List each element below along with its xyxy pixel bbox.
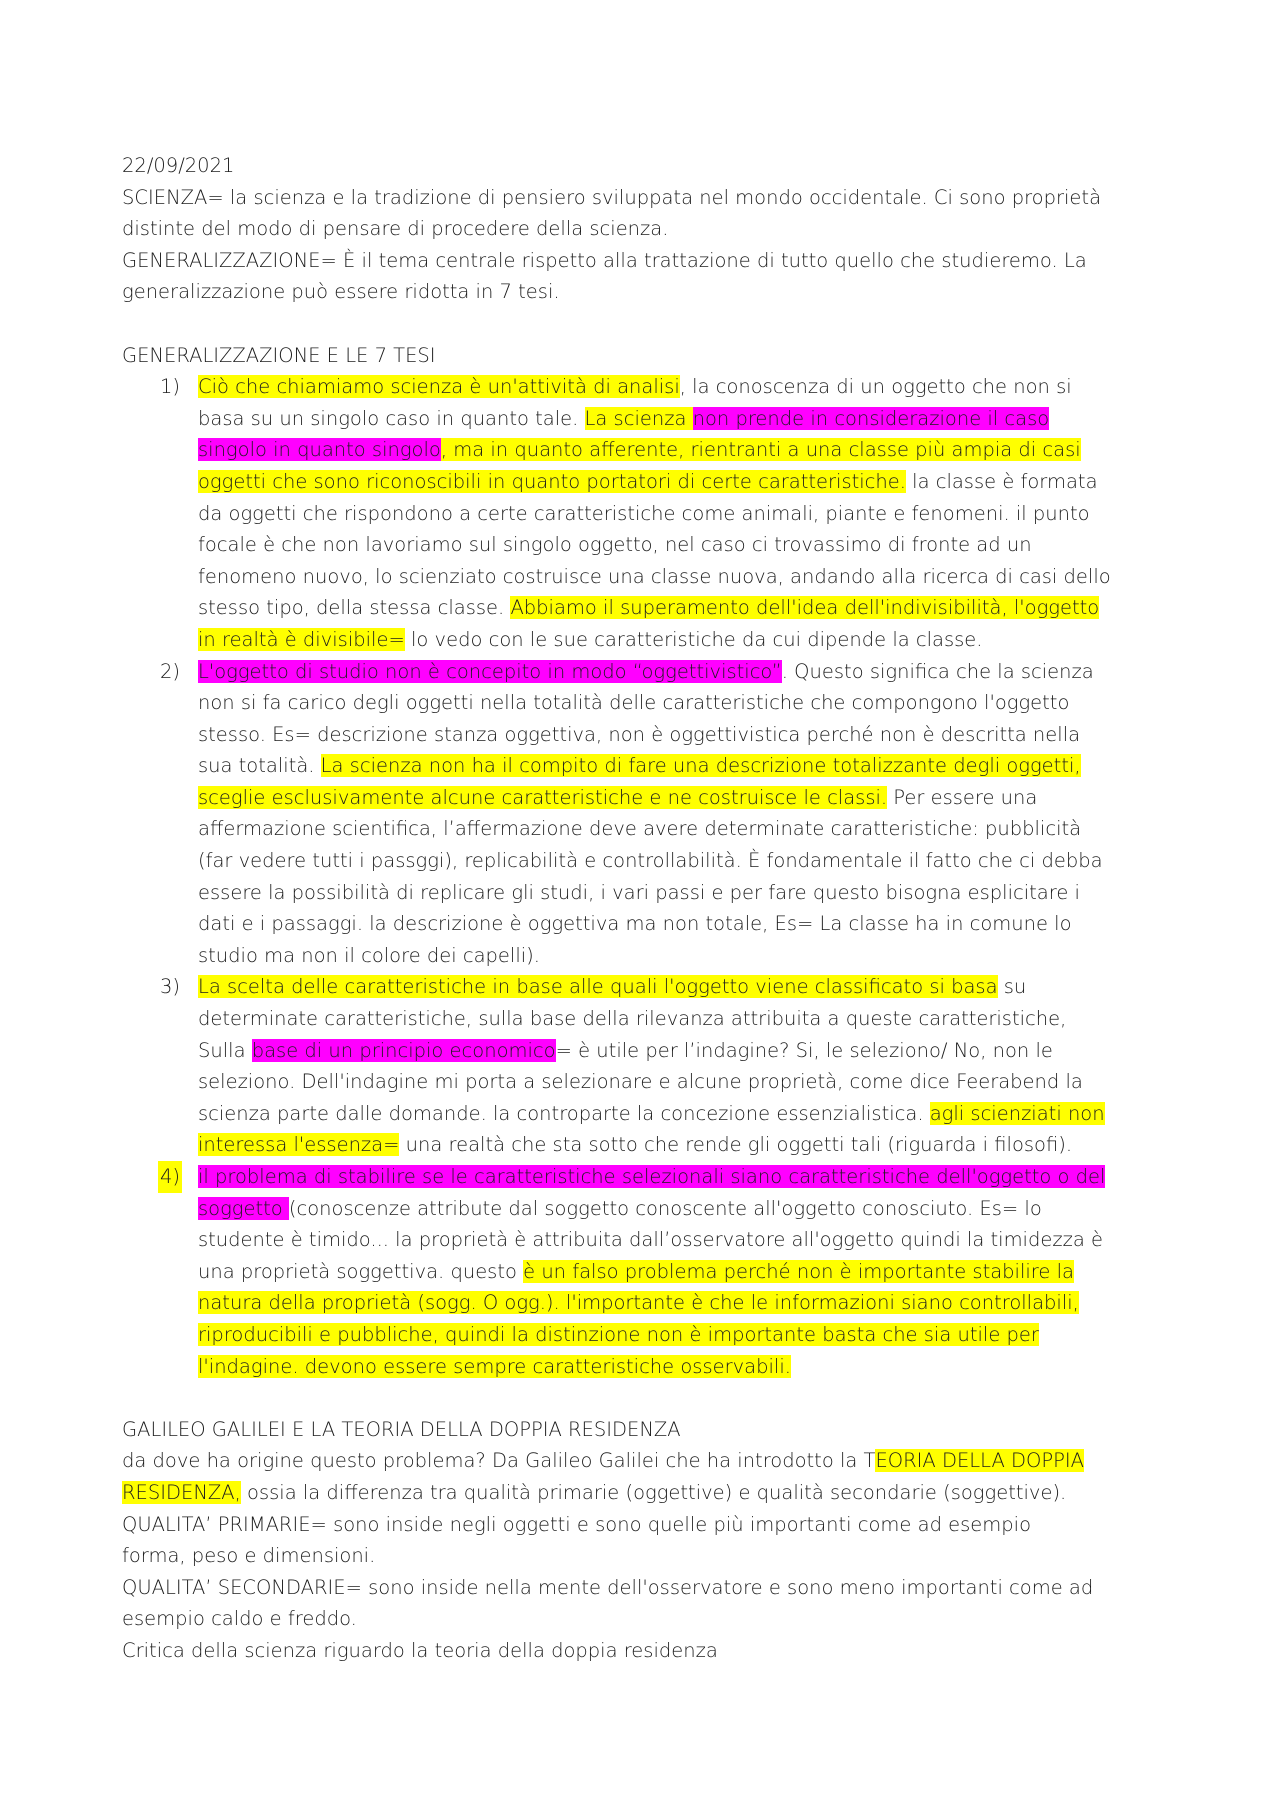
text-line — [122, 1445, 1177, 1477]
tesi-number: 1) — [160, 375, 181, 399]
text-span: . Questo significa che la scienza — [781, 659, 1094, 683]
highlight-yellow: Abbiamo il superamento dell'idea dell'indivisibilità, l'oggetto — [510, 596, 1100, 620]
text-span: una proprietà soggettiva. questo — [198, 1259, 524, 1283]
spacer — [122, 1382, 1177, 1414]
text-span: ossia la differenza tra qualità primarie (oggettive) e qualità secondarie (soggettive). — [240, 1480, 1067, 1504]
highlight-yellow: sceglie esclusivamente alcune caratteristiche e ne costruisce le classi. — [198, 785, 888, 809]
scienza-definition-line-1: SCIENZA= la scienza e la tradizione di pensiero sviluppata nel mondo occidentale. Ci sono proprietà — [122, 185, 1102, 209]
text-line — [198, 1256, 1177, 1288]
text-line: studente è timido... la proprietà è attribuita dall’osservatore all'oggetto quindi la timidezza è — [198, 1228, 1103, 1252]
text-line: non si fa carico degli oggetti nella totalità delle caratteristiche che compongono l'oggetto — [198, 691, 1070, 715]
text-line: stesso. Es= descrizione stanza oggettiva, non è oggettivistica perché non è descritta nella — [198, 722, 1081, 746]
text-span: sua totalità. — [198, 754, 321, 778]
generalizzazione-definition-line-1: GENERALIZZAZIONE= È il tema centrale rispetto alla trattazione di tutto quello che studieremo. La — [122, 248, 1087, 272]
text-span: (conoscenze attribute dal soggetto conoscente all'oggetto conosciuto. Es= lo — [288, 1196, 1042, 1220]
text-line — [198, 782, 1177, 814]
text-line — [198, 403, 1177, 435]
text-span: una realtà che sta sotto che rende gli oggetti tali (riguarda i filosofi). — [399, 1133, 1073, 1157]
text-line — [198, 624, 1177, 656]
qualita-secondarie-line-2: esempio caldo e freddo. — [122, 1607, 357, 1631]
tesi-number: 4) — [158, 1161, 182, 1193]
text-line — [198, 1035, 1177, 1067]
tesi-item-1 — [122, 371, 1177, 655]
text-line — [198, 1129, 1177, 1161]
text-line: determinate caratteristiche, sulla base della rilevanza attribuita a queste caratteristiche, — [198, 1007, 1067, 1031]
text-line — [198, 1287, 1177, 1319]
highlight-yellow: oggetti che sono riconoscibili in quanto portatori di certe caratteristiche. — [198, 469, 906, 493]
critica-line: Critica della scienza riguardo la teoria della doppia residenza — [122, 1638, 718, 1662]
text-span: scienza parte dalle domande. la controparte la concezione essenzialistica. — [198, 1101, 930, 1125]
text-line: seleziono. Dell'indagine mi porta a selezionare e alcune proprietà, come dice Feerabend la — [198, 1070, 1083, 1094]
tesi-number: 2) — [160, 659, 181, 683]
text-span: Per essere una — [887, 785, 1038, 809]
text-span: su — [997, 975, 1027, 999]
highlight-yellow: riproducibili e pubbliche, quindi la distinzione non è importante basta che sia utile per — [198, 1322, 1039, 1346]
highlight-yellow: Ciò che chiamiamo scienza è un'attività di analisi — [198, 375, 680, 399]
highlight-magenta: L'oggetto di studio non è concepito in modo “oggettivistico” — [198, 659, 782, 683]
tesi-list — [122, 371, 1177, 1382]
text-line — [122, 1477, 1177, 1509]
text-line: essere la possibilità di replicare gli studi, i vari passi e per fare questo bisogna esplicitare i — [198, 880, 1080, 904]
highlight-magenta: base di un principio economico — [251, 1038, 556, 1062]
text-line — [198, 1161, 1177, 1193]
text-line — [198, 1193, 1177, 1225]
tesi-item-4 — [122, 1161, 1177, 1382]
highlight-magenta: non prende in considerazione il caso — [692, 406, 1050, 430]
qualita-primarie-line-2: forma, peso e dimensioni. — [122, 1544, 376, 1568]
highlight-yellow: , ma in quanto afferente, rientranti a una classe più ampia di casi — [440, 438, 1081, 462]
text-line — [198, 371, 1177, 403]
text-span: , la conoscenza di un oggetto che non si — [679, 375, 1072, 399]
date: 22/09/2021 — [122, 154, 235, 177]
highlight-yellow: è un falso problema perché non è importante stabilire la — [523, 1259, 1074, 1283]
spacer — [122, 308, 1177, 340]
text-span: Sulla — [198, 1038, 252, 1062]
text-span: stesso tipo, della stessa classe. — [198, 596, 511, 620]
text-line — [198, 434, 1177, 466]
tesi-item-3 — [122, 971, 1177, 1161]
highlight-yellow: EORIA DELLA DOPPIA — [875, 1449, 1084, 1473]
text-line: (far vedere tutti i passggi), replicabilità e controllabilità. È fondamentale il fatto che ci debba — [198, 849, 1103, 873]
text-line: focale è che non lavoriamo sul singolo oggetto, nel caso ci trovassimo di fronte ad un — [198, 533, 1032, 557]
text-line: da oggetti che rispondono a certe caratteristiche come animali, piante e fenomeni. il punto — [198, 501, 1090, 525]
text-line — [198, 656, 1177, 688]
highlight-magenta: il problema di stabilire se le caratteristiche selezionali siano caratteristiche dell'oggetto o del — [198, 1165, 1106, 1188]
text-line — [198, 971, 1177, 1003]
text-line: affermazione scientifica, l’affermazione deve avere determinate caratteristiche: pubblicità — [198, 817, 1082, 841]
highlight-yellow: natura della proprietà (sogg. O ogg.). l'importante è che le informazioni siano controllabili, — [198, 1291, 1079, 1315]
text-line — [198, 1098, 1177, 1130]
tesi-number: 3) — [160, 975, 181, 999]
highlight-magenta: singolo in quanto singolo — [198, 438, 441, 462]
text-span: = è utile per l’indagine? Si, le seleziono/ No, non le — [555, 1038, 1053, 1062]
text-line: studio ma non il colore dei capelli). — [198, 943, 540, 967]
text-line — [198, 592, 1177, 624]
galileo-heading: GALILEO GALILEI E LA TEORIA DELLA DOPPIA RESIDENZA — [122, 1417, 681, 1441]
highlight-yellow: La scienza — [584, 406, 693, 430]
text-span: lo vedo con le sue caratteristiche da cui dipende la classe. — [404, 627, 983, 651]
text-span: la classe è formata — [905, 469, 1098, 493]
highlight-yellow: RESIDENZA, — [122, 1480, 241, 1504]
text-line: fenomeno nuovo, lo scienziato costruisce una classe nuova, andando alla ricerca di casi dello — [198, 564, 1111, 588]
tesi-item-2 — [122, 656, 1177, 972]
highlight-yellow: interessa l'essenza= — [198, 1133, 400, 1157]
qualita-primarie-line-1: QUALITA’ PRIMARIE= sono inside negli oggetti e sono quelle più importanti come ad esempio — [122, 1512, 1032, 1536]
highlight-yellow: La scienza non ha il compito di fare una descrizione totalizzante degli oggetti, — [320, 754, 1081, 778]
highlight-magenta: soggetto — [198, 1196, 289, 1220]
scienza-definition-line-2: distinte del modo di pensare di procedere della scienza. — [122, 217, 669, 241]
text-span: da dove ha origine questo problema? Da Galileo Galilei che ha introdotto la T — [122, 1449, 876, 1473]
highlight-yellow: in realtà è divisibile= — [198, 627, 405, 651]
tesi-heading: GENERALIZZAZIONE E LE 7 TESI — [122, 343, 436, 367]
highlight-yellow: agli scienziati non — [929, 1101, 1105, 1125]
text-line: dati e i passaggi. la descrizione è oggettiva ma non totale, Es= La classe ha in comune lo — [198, 912, 1072, 936]
generalizzazione-definition-line-2: generalizzazione può essere ridotta in 7 tesi. — [122, 280, 560, 304]
text-line — [198, 466, 1177, 498]
text-line — [198, 1319, 1177, 1351]
text-line — [198, 750, 1177, 782]
text-line — [198, 1351, 1177, 1383]
highlight-yellow: l'indagine. devono essere sempre caratteristiche osservabili. — [198, 1354, 791, 1378]
highlight-yellow: La scelta delle caratteristiche in base alle quali l'oggetto viene classificato si basa — [198, 975, 998, 999]
document-page — [122, 150, 1177, 1667]
qualita-secondarie-line-1: QUALITA’ SECONDARIE= sono inside nella mente dell'osservatore e sono meno importanti come ad — [122, 1575, 1094, 1599]
text-span: basa su un singolo caso in quanto tale. — [198, 406, 585, 430]
